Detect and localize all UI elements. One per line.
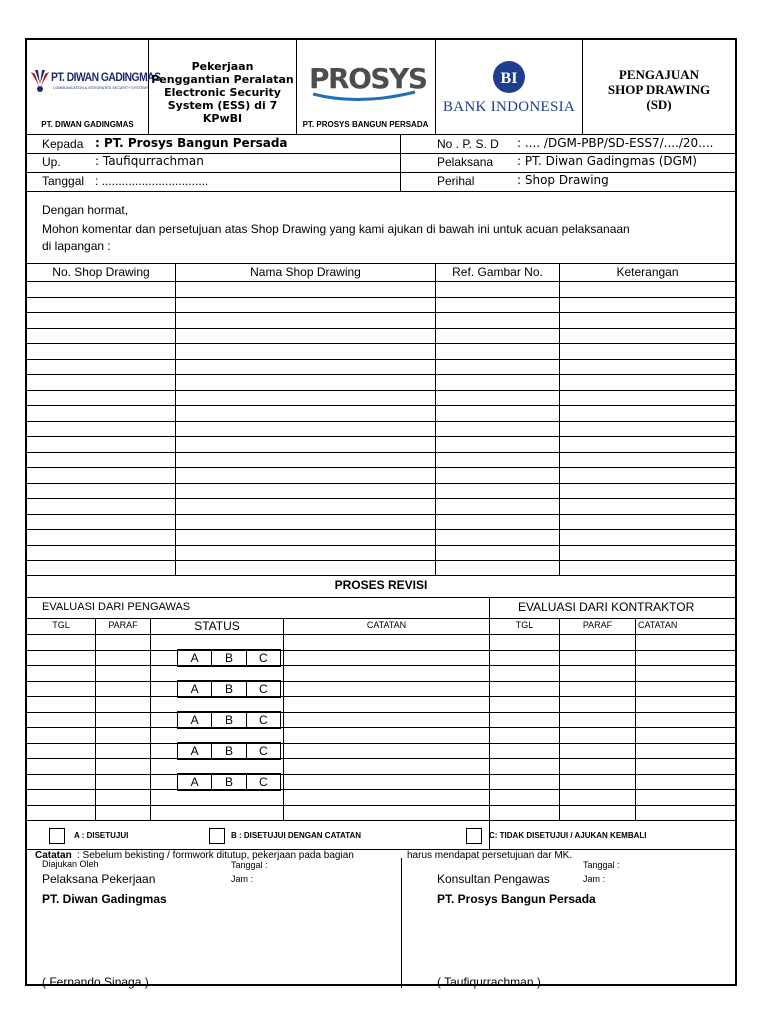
status-selector xyxy=(177,649,281,667)
table-row-line xyxy=(27,514,735,515)
tanggal-label: Tanggal xyxy=(42,174,85,188)
catatan-text: : Sebelum bekisting / formwork ditutup, pekerjaan pada bagian xyxy=(77,850,354,861)
status-selector xyxy=(177,742,281,760)
kepada-value: : PT. Prosys Bangun Persada xyxy=(95,136,288,150)
legend-a: A : DISETUJUI xyxy=(74,831,129,840)
divider xyxy=(27,191,735,192)
revisi-row-line xyxy=(27,650,735,651)
status-option-a[interactable]: A xyxy=(190,651,199,665)
document-title xyxy=(583,67,735,112)
col-header-paraf-kontraktor: PARAF xyxy=(582,620,613,630)
revisi-row-line xyxy=(27,743,735,744)
proses-revisi-title: PROSES REVISI xyxy=(334,578,428,592)
tanggal-left-label: Tanggal : xyxy=(231,860,268,870)
table-row-line xyxy=(27,560,735,561)
greeting: Dengan hormat, xyxy=(42,203,129,217)
table-row-line xyxy=(27,452,735,453)
nopsd-value: : .... /DGM-PBP/SD-ESS7/..../20.... xyxy=(517,136,714,150)
revisi-col-line xyxy=(559,618,560,820)
col-header-catatan-kontraktor: CATATAN xyxy=(638,620,678,630)
table-col-line xyxy=(559,263,560,575)
status-option-a[interactable]: A xyxy=(190,713,199,727)
divider xyxy=(27,172,735,173)
table-row-line xyxy=(27,297,735,298)
col-header-ref-gambar: Ref. Gambar No. xyxy=(452,265,543,279)
col-header-keterangan: Keterangan xyxy=(616,265,679,279)
letter-body-line2: di lapangan : xyxy=(42,239,111,253)
revisi-row-line xyxy=(27,774,735,775)
table-row-line xyxy=(27,328,735,329)
status-option-b[interactable]: B xyxy=(211,681,245,697)
col-header-catatan: CATATAN xyxy=(366,620,407,630)
diwan-logo-tagline: COMMUNICATION & INTEGRATED SECURITY SYSTEMS xyxy=(53,85,149,90)
bi-logo-name: BANK INDONESIA xyxy=(442,99,576,115)
konsultan-pengawas-role: Konsultan Pengawas xyxy=(437,872,550,886)
svg-text:BI: BI xyxy=(500,70,518,87)
konsultan-company: PT. Prosys Bangun Persada xyxy=(437,892,596,906)
table-row-line xyxy=(27,545,735,546)
divider xyxy=(27,618,735,619)
divider xyxy=(27,134,735,135)
table-row-line xyxy=(27,405,735,406)
diwan-logo-name: PT. DIWAN GADINGMAS xyxy=(51,70,161,84)
perihal-label: Perihal xyxy=(437,174,475,188)
status-option-b[interactable]: B xyxy=(211,650,245,666)
col-header-no-shop-drawing: No. Shop Drawing xyxy=(52,265,150,279)
table-col-line xyxy=(435,263,436,575)
divider xyxy=(27,597,735,598)
revisi-col-line xyxy=(95,618,96,820)
revisi-row-line xyxy=(27,681,735,682)
letter-body-line1: Mohon komentar dan persetujuan atas Shop Drawing yang kami ajukan di bawah ini untuk acuan pelaksanaan xyxy=(42,222,630,236)
checkbox-a-disetujui[interactable] xyxy=(49,828,65,844)
pelaksana-signatory: ( Fernando Sinaga ) xyxy=(42,975,149,989)
revisi-row-line xyxy=(27,665,735,666)
revisi-row-line xyxy=(27,805,735,806)
prosys-logo-name: PROSYS xyxy=(309,62,427,95)
divider xyxy=(401,858,402,988)
table-row-line xyxy=(27,359,735,360)
company1-label: PT. DIWAN GADINGMAS xyxy=(41,120,134,129)
tanggal-right-label: Tanggal : xyxy=(583,860,620,870)
status-option-b[interactable]: B xyxy=(211,774,245,790)
catatan-label: Catatan xyxy=(35,850,72,861)
catatan-text2: harus mendapat persetujuan dar MK. xyxy=(407,850,573,861)
document-title-line3: (SD) xyxy=(646,97,672,112)
legend-c: C: TIDAK DISETUJUI / AJUKAN KEMBALI xyxy=(489,831,647,840)
status-option-b[interactable]: B xyxy=(211,712,245,728)
revisi-row-line xyxy=(27,820,735,821)
table-col-line xyxy=(175,263,176,575)
jam-left-label: Jam : xyxy=(231,874,254,884)
pelaksana-company: PT. Diwan Gadingmas xyxy=(42,892,167,906)
divider xyxy=(400,134,401,191)
evaluasi-kontraktor-label: EVALUASI DARI KONTRAKTOR xyxy=(518,600,695,614)
up-label: Up. xyxy=(42,155,61,169)
document-title-line1: PENGAJUAN xyxy=(618,67,700,82)
table-row-line xyxy=(27,343,735,344)
table-row-line xyxy=(27,498,735,499)
table-row-line xyxy=(27,436,735,437)
diwan-emblem-icon xyxy=(29,68,51,94)
up-value: : Taufiqurrachman xyxy=(95,154,204,168)
nopsd-label: No . P. S. D xyxy=(437,137,499,151)
prosys-logo xyxy=(299,58,433,104)
col-header-paraf: PARAF xyxy=(108,620,138,630)
revisi-row-line xyxy=(27,789,735,790)
divider xyxy=(27,575,735,576)
checkbox-b-disetujui-dengan-catatan[interactable] xyxy=(209,828,225,844)
status-option-c[interactable]: C xyxy=(246,712,280,728)
table-row-line xyxy=(27,483,735,484)
table-row-line xyxy=(27,421,735,422)
revisi-row-line xyxy=(27,727,735,728)
col-header-nama-shop-drawing: Nama Shop Drawing xyxy=(250,265,361,279)
col-header-tgl-kontraktor: TGL xyxy=(515,620,534,630)
konsultan-signatory: ( Taufiqurrachman ) xyxy=(437,975,541,989)
pelaksana-label: Pelaksana xyxy=(437,155,494,169)
col-header-tgl: TGL xyxy=(52,620,70,630)
table-row-line xyxy=(27,374,735,375)
bi-logo xyxy=(437,58,581,122)
divider xyxy=(27,263,735,264)
status-option-c[interactable]: C xyxy=(246,743,280,759)
diajukan-oleh-label: Diajukan Oleh xyxy=(42,859,99,869)
revisi-row-line xyxy=(27,758,735,759)
table-row-line xyxy=(27,390,735,391)
company2-label: PT. PROSYS BANGUN PERSADA xyxy=(302,120,429,129)
revisi-col-line xyxy=(150,618,151,820)
status-option-c[interactable]: C xyxy=(246,650,280,666)
project-title: Pekerjaan Penggantian Peralatan Electronic Security System (ESS) di 7 KPwBI xyxy=(151,60,294,125)
pelaksana-value: : PT. Diwan Gadingmas (DGM) xyxy=(517,154,697,168)
diwan-logo xyxy=(29,68,161,96)
checkbox-c-tidak-disetujui[interactable] xyxy=(466,828,482,844)
form-page xyxy=(25,38,737,989)
table-row-line xyxy=(27,467,735,468)
status-option-b[interactable]: B xyxy=(211,743,245,759)
kepada-label: Kepada xyxy=(42,137,84,151)
status-selector xyxy=(177,711,281,729)
revisi-row-line xyxy=(27,696,735,697)
legend-b: B : DISETUJUI DENGAN CATATAN xyxy=(231,831,362,840)
jam-right-label: Jam : xyxy=(583,874,606,884)
status-option-c[interactable]: C xyxy=(246,681,280,697)
status-option-c[interactable]: C xyxy=(246,774,280,790)
revisi-row-line xyxy=(27,634,735,635)
status-option-a[interactable]: A xyxy=(190,775,199,789)
revisi-col-line xyxy=(635,618,636,820)
evaluasi-pengawas-label: EVALUASI DARI PENGAWAS xyxy=(42,601,191,613)
status-selector xyxy=(177,773,281,791)
tanggal-value: : ................................ xyxy=(95,174,209,188)
status-option-a[interactable]: A xyxy=(190,744,199,758)
status-option-a[interactable]: A xyxy=(190,682,199,696)
col-header-status: STATUS xyxy=(194,619,240,633)
status-selector xyxy=(177,680,281,698)
revisi-col-line xyxy=(283,618,284,820)
document-title-line2: SHOP DRAWING xyxy=(607,82,711,97)
pelaksana-pekerjaan-role: Pelaksana Pekerjaan xyxy=(42,872,156,886)
table-row-line xyxy=(27,312,735,313)
revisi-row-line xyxy=(27,712,735,713)
table-row-line xyxy=(27,529,735,530)
prosys-swoosh-icon xyxy=(309,90,419,104)
bi-emblem-icon xyxy=(492,60,526,94)
table-row-line xyxy=(27,281,735,282)
perihal-value: : Shop Drawing xyxy=(517,173,609,187)
divider xyxy=(435,40,436,134)
